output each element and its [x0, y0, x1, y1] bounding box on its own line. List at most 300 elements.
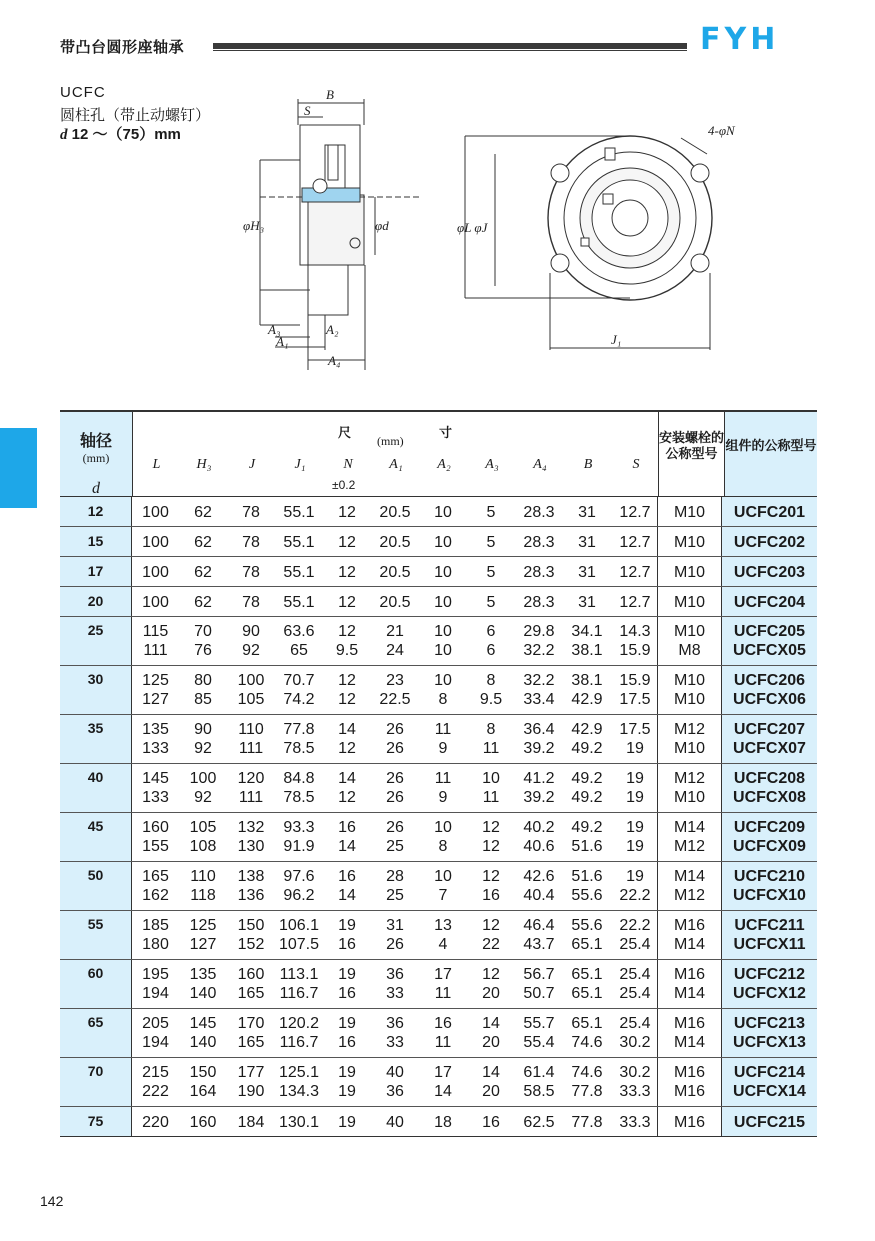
dimension-cell: 16: [338, 868, 356, 885]
header-dimensions: [133, 412, 658, 496]
shaft-diameter: 25: [60, 617, 132, 665]
dimension-cell: 92: [194, 789, 212, 806]
table-row: [60, 557, 817, 587]
dimension-cell: 24: [386, 642, 404, 659]
dimension-cell: 62.5: [523, 1114, 555, 1131]
dimension-cell: 65.1: [571, 1015, 603, 1032]
dimension-cell: 134.3: [278, 1083, 320, 1100]
dimension-cell: 135: [189, 966, 217, 983]
unit-cell: UCFCX08: [733, 789, 806, 806]
dimension-cell: 16: [338, 936, 356, 953]
dimension-cell: 63.6: [283, 623, 315, 640]
unit-cell: UCFCX12: [733, 985, 806, 1002]
dimension-cell: 51.6: [571, 838, 603, 855]
dimension-cell: 55.1: [283, 534, 315, 551]
dimension-cell: 90: [242, 623, 260, 640]
dimension-cell: 9: [438, 789, 448, 806]
shaft-diameter: 55: [60, 911, 132, 959]
dimension-cell: 22: [482, 936, 500, 953]
dimension-cell: 130: [237, 838, 265, 855]
header-B: B: [583, 457, 593, 472]
dimension-cell: 10: [434, 623, 452, 640]
header-shaft-unit: (mm): [82, 451, 110, 465]
unit-cell: UCFC214: [733, 1064, 806, 1081]
dimension-cell: 12.7: [619, 504, 651, 521]
dimension-cell: 70: [194, 623, 212, 640]
dimension-cell: 100: [189, 770, 217, 787]
dimension-values: [132, 497, 657, 526]
dimension-cell: 105: [237, 691, 265, 708]
dimension-line: [132, 935, 657, 954]
dimension-cell: 133: [142, 740, 169, 757]
dimension-cell: 100: [142, 504, 169, 521]
dimension-cell: 34.1: [571, 623, 603, 640]
unit-cell: UCFC213: [733, 1015, 806, 1032]
dimension-line: [132, 533, 657, 552]
header-S: S: [632, 457, 640, 472]
dimension-cell: 16: [338, 1034, 356, 1051]
dimension-cell: 165: [237, 985, 265, 1002]
header-shaft-symbol: d: [92, 480, 100, 497]
dimension-cell: 56.7: [523, 966, 555, 983]
dimension-cell: 40: [386, 1064, 404, 1081]
dimension-cell: 110: [238, 721, 264, 738]
bolt-cell: M14: [673, 936, 706, 953]
dimension-cell: 15.9: [619, 672, 651, 689]
label-J1: J₁: [611, 332, 622, 347]
dimension-cell: 33.3: [619, 1114, 651, 1131]
unit-number: [722, 587, 817, 616]
bolt-cell: M10: [673, 594, 706, 611]
dimension-cell: 30.2: [619, 1064, 651, 1081]
dimension-cell: 11: [434, 1034, 452, 1051]
dimension-cell: 96.2: [283, 887, 315, 904]
dimension-cell: 115: [142, 623, 169, 640]
header-L: L: [152, 457, 161, 472]
dimension-cell: 5: [486, 534, 496, 551]
unit-cell: UCFC210: [733, 868, 806, 885]
table-row: [60, 497, 817, 527]
dimension-cell: 12: [482, 917, 500, 934]
dimension-cell: 33.3: [619, 1083, 651, 1100]
bolt-size: [657, 617, 722, 665]
dimension-cell: 62: [194, 504, 212, 521]
bolt-cell: M16: [673, 1064, 706, 1081]
unit-cell: UCFCX07: [733, 740, 806, 757]
dimension-cell: 28.3: [523, 534, 555, 551]
unit-number: [722, 557, 817, 586]
dimension-cell: 36: [386, 1015, 404, 1032]
header-H3: H₃: [196, 457, 212, 472]
shaft-diameter: 45: [60, 813, 132, 861]
unit-number: [722, 666, 817, 714]
dimension-cell: 164: [189, 1083, 217, 1100]
unit-number: [722, 764, 817, 812]
unit-number: [722, 497, 817, 526]
dimension-cell: 42.9: [571, 691, 603, 708]
unit-number: [722, 911, 817, 959]
dimension-cell: 100: [142, 594, 169, 611]
unit-number: [722, 527, 817, 556]
bolt-size: [657, 715, 722, 763]
unit-cell: UCFC203: [733, 564, 806, 581]
dimension-cell: 20.5: [379, 504, 411, 521]
header-J: J: [248, 457, 256, 472]
dimension-cell: 65.1: [571, 966, 603, 983]
bolt-cell: M16: [673, 966, 706, 983]
dimension-cell: 152: [237, 936, 265, 953]
bolt-cell: M16: [673, 1114, 706, 1131]
dimension-cell: 42.6: [523, 868, 555, 885]
dimension-cell: 9.5: [335, 642, 359, 659]
dimension-cell: 32.2: [523, 642, 555, 659]
dimension-cell: 25.4: [619, 936, 651, 953]
bolt-size: [657, 1058, 722, 1106]
unit-number: [722, 617, 817, 665]
dimension-cell: 85: [194, 691, 212, 708]
dimension-cell: 145: [142, 770, 169, 787]
dimension-cell: 140: [189, 1034, 217, 1051]
shaft-diameter: 60: [60, 960, 132, 1008]
dimension-cell: 136: [237, 887, 265, 904]
shaft-diameter: 12: [60, 497, 132, 526]
dimension-cell: 78: [242, 564, 260, 581]
unit-number: [722, 1058, 817, 1106]
page-header-title: 带凸台圆形座轴承: [60, 39, 185, 56]
bolt-cell: M10: [673, 691, 706, 708]
bolt-cell: M14: [673, 985, 706, 1002]
header-N-tolerance: ±0.2: [332, 478, 356, 492]
unit-cell: UCFC208: [733, 770, 806, 787]
dimension-cell: 14: [482, 1015, 500, 1032]
table-row: [60, 715, 817, 764]
dimension-cell: 58.5: [523, 1083, 555, 1100]
dimension-cell: 7: [438, 887, 448, 904]
dimension-cell: 106.1: [278, 917, 320, 934]
dimension-cell: 74.6: [571, 1064, 603, 1081]
header-A4: A₄: [533, 457, 547, 472]
dimension-cell: 130.1: [278, 1114, 320, 1131]
dimension-cell: 160: [142, 819, 169, 836]
unit-cell: UCFC201: [733, 504, 806, 521]
dimension-cell: 100: [237, 672, 265, 689]
dimension-cell: 91.9: [283, 838, 315, 855]
dimension-cell: 177: [237, 1064, 265, 1081]
dimension-cell: 9.5: [479, 691, 503, 708]
dimension-cell: 90: [194, 721, 212, 738]
dimension-cell: 41.2: [523, 770, 555, 787]
dimension-cell: 5: [486, 594, 496, 611]
dimension-cell: 93.3: [283, 819, 315, 836]
dimension-cell: 55.1: [283, 564, 315, 581]
dimension-cell: 8: [486, 672, 496, 689]
dimension-cell: 6: [486, 642, 496, 659]
dimension-values: [132, 764, 657, 812]
dimension-cell: 50.7: [523, 985, 555, 1002]
dimension-values: [132, 1058, 657, 1106]
dimension-values: [132, 715, 657, 763]
dimension-cell: 20.5: [379, 534, 411, 551]
dimension-cell: 160: [237, 966, 265, 983]
dimension-values: [132, 557, 657, 586]
dimension-cell: 46.4: [523, 917, 555, 934]
dimension-cell: 22.5: [379, 691, 411, 708]
side-view-diagram: [240, 85, 420, 370]
header-dim-title-b: 寸: [439, 425, 453, 440]
dimension-cell: 13: [434, 917, 452, 934]
dimension-cell: 49.2: [571, 740, 603, 757]
dimension-cell: 20: [482, 1034, 500, 1051]
dimension-cell: 125: [142, 672, 169, 689]
dimension-cell: 12.7: [619, 594, 651, 611]
dimension-values: [132, 587, 657, 616]
dimension-cell: 92: [242, 642, 260, 659]
shaft-diameter: 70: [60, 1058, 132, 1106]
dimension-line: [132, 622, 657, 641]
dimension-cell: 125: [189, 917, 217, 934]
dimension-cell: 51.6: [571, 868, 603, 885]
dimension-cell: 33: [386, 985, 404, 1002]
dimension-values: [132, 527, 657, 556]
dimension-cell: 14: [338, 838, 356, 855]
dimension-cell: 11: [482, 789, 500, 806]
unit-cell: UCFC207: [733, 721, 806, 738]
dimension-cell: 220: [142, 1114, 169, 1131]
bore-range-value: 12 ～（75）mm: [71, 126, 181, 143]
bolt-size: [657, 764, 722, 812]
dimension-cell: 77.8: [571, 1114, 603, 1131]
dimension-cell: 190: [237, 1083, 265, 1100]
bolt-cell: M16: [673, 1015, 706, 1032]
dimension-cell: 12: [338, 594, 356, 611]
dimension-cell: 77.8: [283, 721, 315, 738]
dimension-cell: 19: [338, 1064, 356, 1081]
header-shaft-label: 轴径: [79, 433, 112, 450]
dimension-values: [132, 1009, 657, 1057]
shaft-diameter: 35: [60, 715, 132, 763]
dimension-cell: 38.1: [571, 672, 603, 689]
dimension-cell: 76: [194, 642, 212, 659]
dimension-cell: 19: [626, 838, 644, 855]
table-row: [60, 1107, 817, 1136]
dimension-cell: 12: [338, 789, 356, 806]
dimension-cell: 19: [338, 1114, 356, 1131]
bolt-size: [657, 527, 722, 556]
dimension-cell: 127: [189, 936, 217, 953]
dimension-cell: 12: [482, 868, 500, 885]
dimension-cell: 5: [486, 504, 496, 521]
dimension-cell: 40: [386, 1114, 404, 1131]
unit-cell: UCFC202: [733, 534, 806, 551]
dimension-cell: 170: [237, 1015, 265, 1032]
dimension-cell: 62: [194, 564, 212, 581]
dimension-cell: 140: [189, 985, 217, 1002]
dimension-cell: 118: [190, 887, 216, 904]
dimension-cell: 150: [237, 917, 265, 934]
dimension-cell: 222: [142, 1083, 169, 1100]
dimension-cell: 26: [386, 789, 404, 806]
dimension-line: [132, 769, 657, 788]
unit-cell: UCFCX10: [733, 887, 806, 904]
dimension-cell: 125.1: [278, 1064, 320, 1081]
dimension-cell: 19: [338, 966, 356, 983]
dimension-cell: 100: [142, 564, 169, 581]
dimension-cell: 11: [434, 721, 452, 738]
dimension-cell: 92: [194, 740, 212, 757]
dimension-cell: 4: [438, 936, 448, 953]
unit-number: [722, 1107, 817, 1136]
dimension-cell: 12: [338, 691, 356, 708]
bolt-size: [657, 1009, 722, 1057]
dimension-cell: 11: [434, 985, 452, 1002]
shaft-diameter: 40: [60, 764, 132, 812]
dimension-line: [132, 671, 657, 690]
label-B: B: [326, 87, 334, 102]
unit-number: [722, 960, 817, 1008]
dimension-cell: 36.4: [523, 721, 555, 738]
bolt-size: [657, 587, 722, 616]
dimension-cell: 22.2: [619, 887, 651, 904]
bolt-size: [657, 911, 722, 959]
shaft-diameter: 30: [60, 666, 132, 714]
dimension-cell: 8: [438, 691, 448, 708]
dimension-cell: 132: [237, 819, 265, 836]
dimension-cell: 17: [434, 966, 452, 983]
bore-range-symbol: d: [60, 127, 68, 143]
unit-cell: UCFCX05: [733, 642, 806, 659]
unit-cell: UCFCX14: [733, 1083, 806, 1100]
dimension-cell: 165: [142, 868, 169, 885]
bolt-cell: M10: [673, 564, 706, 581]
dimension-cell: 26: [386, 936, 404, 953]
header-rule: [213, 43, 687, 49]
dimension-line: [132, 563, 657, 582]
label-H3: φH₃: [243, 218, 265, 233]
dimension-cell: 31: [578, 534, 596, 551]
dimension-cell: 111: [238, 789, 264, 806]
dimension-cell: 26: [386, 819, 404, 836]
label-N: 4-φN: [708, 123, 735, 138]
dimension-cell: 74.2: [283, 691, 315, 708]
dimension-cell: 43.7: [523, 936, 555, 953]
bore-type: 圆柱孔（带止动螺钉）: [60, 107, 211, 124]
dimension-values: [132, 911, 657, 959]
dimension-values: [132, 1107, 657, 1136]
bolt-cell: M10: [673, 504, 706, 521]
dimension-cell: 165: [237, 1034, 265, 1051]
dimension-values: [132, 960, 657, 1008]
dimension-line: [132, 641, 657, 660]
dimension-cell: 12.7: [619, 564, 651, 581]
dimension-cell: 19: [338, 1083, 356, 1100]
dimension-cell: 25.4: [619, 1015, 651, 1032]
bolt-cell: M12: [673, 721, 706, 738]
dimension-cell: 108: [189, 838, 217, 855]
brand-logo: FYH: [700, 22, 780, 57]
unit-number: [722, 1009, 817, 1057]
dimension-cell: 29.8: [523, 623, 555, 640]
header-unit-number: 组件的公称型号: [725, 412, 817, 496]
unit-cell: UCFC215: [733, 1114, 806, 1131]
bolt-size: [657, 557, 722, 586]
dimension-cell: 12: [482, 838, 500, 855]
header-bolt: 安装螺栓的公称型号: [658, 412, 725, 496]
dimension-cell: 26: [386, 740, 404, 757]
bolt-size: [657, 1107, 722, 1136]
unit-number: [722, 862, 817, 910]
dimension-cell: 18: [434, 1114, 452, 1131]
dimension-cell: 28.3: [523, 564, 555, 581]
table-row: [60, 617, 817, 666]
dimension-cell: 22.2: [619, 917, 651, 934]
table-row: [60, 527, 817, 557]
dimension-cell: 19: [338, 917, 356, 934]
dimension-cell: 74.6: [571, 1034, 603, 1051]
bolt-cell: M16: [673, 917, 706, 934]
dimension-cell: 78: [242, 534, 260, 551]
dimension-line: [132, 818, 657, 837]
dimension-cell: 12: [338, 504, 356, 521]
label-L-J: φL φJ: [457, 220, 488, 235]
dimension-cell: 97.6: [283, 868, 315, 885]
dimension-cell: 38.1: [571, 642, 603, 659]
dimension-values: [132, 617, 657, 665]
dimension-cell: 8: [438, 838, 448, 855]
dimension-cell: 39.2: [523, 789, 555, 806]
dimension-cell: 25: [386, 887, 404, 904]
header-A1: A₁: [389, 457, 403, 472]
dimension-cell: 39.2: [523, 740, 555, 757]
dimension-cell: 78: [242, 594, 260, 611]
front-view-diagram: [455, 110, 755, 360]
label-A3: A₃: [268, 322, 281, 337]
dimension-cell: 14: [338, 887, 356, 904]
dimension-cell: 17: [434, 1064, 452, 1081]
table-row: [60, 764, 817, 813]
dimension-cell: 17.5: [619, 691, 651, 708]
bolt-cell: M14: [673, 819, 706, 836]
dimension-line: [132, 593, 657, 612]
dimension-cell: 11: [434, 770, 452, 787]
shaft-diameter: 75: [60, 1107, 132, 1136]
bolt-size: [657, 497, 722, 526]
dimension-cell: 110: [190, 868, 216, 885]
dimension-cell: 40.4: [523, 887, 555, 904]
dimension-cell: 150: [189, 1064, 217, 1081]
dimension-cell: 12: [338, 534, 356, 551]
table-body: [60, 497, 817, 1136]
dimension-cell: 31: [578, 564, 596, 581]
dimension-cell: 20: [482, 985, 500, 1002]
dimension-cell: 10: [482, 770, 500, 787]
dimension-cell: 100: [142, 534, 169, 551]
unit-cell: UCFCX06: [733, 691, 806, 708]
dimension-cell: 12: [482, 819, 500, 836]
dimension-cell: 12.7: [619, 534, 651, 551]
dimension-cell: 12: [338, 564, 356, 581]
dimension-values: [132, 813, 657, 861]
header-shaft: [60, 412, 133, 496]
dimension-cell: 33: [386, 1034, 404, 1051]
dimension-cell: 26: [386, 721, 404, 738]
dimension-cell: 17.5: [619, 721, 651, 738]
dimension-cell: 138: [237, 868, 265, 885]
unit-cell: UCFC212: [733, 966, 806, 983]
dimension-cell: 10: [434, 594, 452, 611]
bolt-size: [657, 813, 722, 861]
dimension-cell: 65.1: [571, 985, 603, 1002]
dimension-cell: 116.7: [279, 1034, 319, 1051]
